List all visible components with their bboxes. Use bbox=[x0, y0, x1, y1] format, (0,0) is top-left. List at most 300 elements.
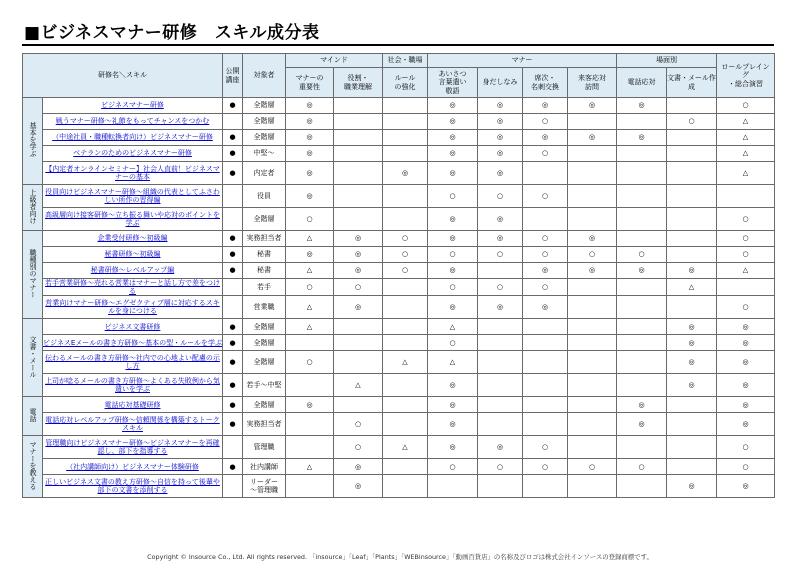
skill-level-mark: ○ bbox=[478, 185, 523, 208]
skill-level-mark: ○ bbox=[334, 279, 383, 296]
skill-level-mark: ◎ bbox=[478, 231, 523, 247]
skill-level-mark bbox=[523, 397, 568, 413]
skill-level-mark bbox=[568, 146, 617, 162]
table-row bbox=[23, 397, 775, 413]
table-row bbox=[23, 436, 775, 459]
table-row bbox=[23, 296, 775, 319]
category-label-text: 文書・メール bbox=[29, 335, 37, 378]
skill-level-mark bbox=[286, 436, 334, 459]
skill-level-mark: ◎ bbox=[568, 231, 617, 247]
course-link[interactable] bbox=[43, 397, 223, 413]
skill-level-mark: ◎ bbox=[667, 475, 717, 498]
skill-level-mark: ◎ bbox=[428, 231, 478, 247]
skill-level-mark bbox=[617, 296, 667, 319]
skill-level-mark bbox=[428, 475, 478, 498]
table-row bbox=[23, 114, 775, 130]
skill-level-mark: ◎ bbox=[334, 296, 383, 319]
header-manner-sub: あいさつ 言葉遣い 敬語 bbox=[428, 68, 478, 98]
skill-level-mark: ○ bbox=[523, 146, 568, 162]
public-course-marker: ● bbox=[223, 351, 243, 374]
skill-level-mark bbox=[617, 319, 667, 335]
skill-level-mark bbox=[667, 208, 717, 231]
skill-level-mark: ◎ bbox=[383, 162, 428, 185]
skill-level-mark bbox=[478, 263, 523, 279]
skill-level-mark bbox=[286, 335, 334, 351]
skill-level-mark bbox=[617, 335, 667, 351]
skill-level-mark: ○ bbox=[428, 247, 478, 263]
course-link[interactable] bbox=[43, 475, 223, 498]
target-audience: 秘書 bbox=[243, 247, 286, 263]
skill-level-mark: ◎ bbox=[478, 436, 523, 459]
header-manner-sub: 来客応対 訪問 bbox=[568, 68, 617, 98]
course-link-text[interactable]: 電話応対レベルアップ研修～信頼関係を構築するトークスキル bbox=[45, 416, 220, 433]
category-label bbox=[23, 436, 43, 498]
table-row bbox=[23, 146, 775, 162]
target-audience: 社内講師 bbox=[243, 459, 286, 475]
skill-level-mark bbox=[568, 374, 617, 397]
category-label-text: 基本を学ぶ bbox=[29, 122, 37, 158]
table-row bbox=[23, 351, 775, 374]
skill-matrix-table bbox=[22, 53, 775, 498]
skill-level-mark: ○ bbox=[523, 231, 568, 247]
skill-level-mark: ◎ bbox=[286, 397, 334, 413]
skill-level-mark: ○ bbox=[617, 247, 667, 263]
target-audience: 実務担当者 bbox=[243, 413, 286, 436]
course-link-text[interactable]: （社内講師向け）ビジネスマナー体験研修 bbox=[66, 462, 199, 471]
skill-level-mark: ◎ bbox=[667, 335, 717, 351]
skill-level-mark: ◎ bbox=[568, 98, 617, 114]
skill-level-mark bbox=[334, 162, 383, 185]
skill-level-mark: ○ bbox=[286, 208, 334, 231]
skill-level-mark bbox=[383, 296, 428, 319]
skill-level-mark bbox=[568, 351, 617, 374]
skill-level-mark bbox=[568, 397, 617, 413]
course-link-text[interactable]: 上司が唸るメールの書き方研修～よくある失敗例から気遣いを学ぶ bbox=[45, 377, 220, 394]
course-link-text[interactable]: 高級層向け接客研修～立ち振る舞いや応対のポイントを学ぶ bbox=[45, 210, 220, 227]
skill-level-mark bbox=[334, 146, 383, 162]
public-course-marker: ● bbox=[223, 146, 243, 162]
header-group-mind: マインド bbox=[286, 54, 383, 68]
skill-level-mark: ○ bbox=[717, 231, 775, 247]
skill-level-mark: △ bbox=[286, 231, 334, 247]
skill-level-mark: △ bbox=[717, 162, 775, 185]
target-audience: 全階層 bbox=[243, 335, 286, 351]
course-link-text[interactable]: ビジネスマナー研修 bbox=[101, 101, 164, 110]
skill-level-mark bbox=[334, 130, 383, 146]
skill-level-mark: ◎ bbox=[428, 114, 478, 130]
course-link-text[interactable]: 役員向けビジネスマナー研修～組織の代表としてふさわしい所作の習得編 bbox=[45, 187, 220, 204]
skill-level-mark bbox=[617, 146, 667, 162]
skill-level-mark: ◎ bbox=[428, 98, 478, 114]
skill-level-mark bbox=[383, 475, 428, 498]
skill-level-mark bbox=[523, 374, 568, 397]
target-audience: 全階層 bbox=[243, 319, 286, 335]
page-title: ■ビジネスマナー研修 スキル成分表 bbox=[24, 23, 320, 43]
skill-level-mark bbox=[667, 296, 717, 319]
skill-level-mark: ◎ bbox=[717, 351, 775, 374]
skill-level-mark bbox=[383, 114, 428, 130]
skill-level-mark: ◎ bbox=[428, 413, 478, 436]
course-link-text[interactable]: 管理職向けビジネスマナー研修～ビジネスマナーを再確認し、部下を指導する bbox=[45, 439, 220, 456]
public-course-marker: ● bbox=[223, 319, 243, 335]
skill-level-mark bbox=[523, 351, 568, 374]
course-link[interactable] bbox=[43, 146, 223, 162]
skill-level-mark bbox=[667, 146, 717, 162]
skill-level-mark bbox=[667, 98, 717, 114]
skill-level-mark bbox=[617, 279, 667, 296]
skill-level-mark bbox=[523, 319, 568, 335]
category-label-text: 職種別のマナー bbox=[29, 249, 37, 299]
course-link-text[interactable]: 企業受付研修～初級編 bbox=[97, 234, 168, 243]
skill-level-mark bbox=[667, 162, 717, 185]
skill-level-mark: ◎ bbox=[478, 208, 523, 231]
skill-level-mark: ◎ bbox=[428, 374, 478, 397]
skill-level-mark: ◎ bbox=[717, 475, 775, 498]
course-link[interactable] bbox=[43, 247, 223, 263]
skill-level-mark bbox=[523, 162, 568, 185]
skill-level-mark: ◎ bbox=[717, 397, 775, 413]
skill-level-mark: ○ bbox=[717, 296, 775, 319]
title-underline bbox=[22, 44, 774, 46]
skill-level-mark bbox=[383, 319, 428, 335]
target-audience: 実務担当者 bbox=[243, 231, 286, 247]
skill-level-mark bbox=[568, 413, 617, 436]
category-label bbox=[23, 98, 43, 185]
header-group-scene: 場面別 bbox=[617, 54, 717, 68]
skill-level-mark bbox=[383, 208, 428, 231]
public-course-marker: ● bbox=[223, 130, 243, 146]
skill-level-mark bbox=[667, 459, 717, 475]
skill-level-mark: ◎ bbox=[617, 397, 667, 413]
course-link[interactable] bbox=[43, 296, 223, 319]
skill-level-mark: ◎ bbox=[428, 208, 478, 231]
skill-level-mark bbox=[383, 130, 428, 146]
skill-level-mark: ○ bbox=[568, 459, 617, 475]
skill-level-mark bbox=[383, 146, 428, 162]
course-link-text[interactable]: 戦うマナー研修～礼節をもってチャンスをつかむ bbox=[55, 117, 210, 126]
skill-level-mark bbox=[334, 397, 383, 413]
skill-level-mark bbox=[383, 413, 428, 436]
skill-level-mark: ◎ bbox=[717, 319, 775, 335]
skill-level-mark: ○ bbox=[383, 247, 428, 263]
skill-level-mark bbox=[617, 114, 667, 130]
skill-level-mark: △ bbox=[717, 146, 775, 162]
skill-level-mark: ◎ bbox=[334, 247, 383, 263]
skill-level-mark: ◎ bbox=[568, 263, 617, 279]
target-audience: 全階層 bbox=[243, 98, 286, 114]
skill-level-mark bbox=[717, 185, 775, 208]
skill-level-mark bbox=[667, 413, 717, 436]
skill-level-mark: ○ bbox=[383, 263, 428, 279]
course-link[interactable] bbox=[43, 279, 223, 296]
skill-level-mark: ○ bbox=[334, 413, 383, 436]
target-audience: リーダー ～管理職 bbox=[243, 475, 286, 498]
course-link[interactable] bbox=[43, 413, 223, 436]
skill-level-mark bbox=[523, 208, 568, 231]
skill-level-mark: ◎ bbox=[428, 130, 478, 146]
public-course-marker bbox=[223, 208, 243, 231]
skill-level-mark bbox=[523, 475, 568, 498]
skill-level-mark: ○ bbox=[717, 436, 775, 459]
table-row bbox=[23, 459, 775, 475]
course-link-text[interactable]: 伝わるメールの書き方研修～社内での心地よい配慮の示し方 bbox=[45, 354, 220, 371]
public-course-marker bbox=[223, 185, 243, 208]
table-row bbox=[23, 413, 775, 436]
skill-level-mark: △ bbox=[428, 319, 478, 335]
skill-level-mark: ◎ bbox=[717, 413, 775, 436]
skill-level-mark: ○ bbox=[428, 185, 478, 208]
course-link[interactable] bbox=[43, 319, 223, 335]
header-manner-sub: 身だしなみ bbox=[478, 68, 523, 98]
skill-level-mark bbox=[568, 475, 617, 498]
skill-level-mark: ○ bbox=[523, 279, 568, 296]
skill-level-mark: △ bbox=[717, 263, 775, 279]
course-link-text[interactable]: 若手営業研修～売れる営業はマナーと話し方で差をつける bbox=[45, 279, 220, 296]
table-row bbox=[23, 185, 775, 208]
category-label-text: 電話 bbox=[29, 408, 37, 423]
table-row bbox=[23, 475, 775, 498]
skill-level-mark: ◎ bbox=[667, 374, 717, 397]
skill-level-mark: ◎ bbox=[478, 98, 523, 114]
public-course-marker: ● bbox=[223, 335, 243, 351]
public-course-marker: ● bbox=[223, 459, 243, 475]
header-public-course: 公開 講座 bbox=[223, 54, 243, 98]
skill-level-mark bbox=[617, 162, 667, 185]
skill-level-mark: ○ bbox=[523, 436, 568, 459]
target-audience: 全階層 bbox=[243, 351, 286, 374]
target-audience: 若手 bbox=[243, 279, 286, 296]
course-link[interactable] bbox=[43, 335, 223, 351]
skill-level-mark: ◎ bbox=[428, 397, 478, 413]
skill-level-mark bbox=[717, 279, 775, 296]
skill-level-mark: ◎ bbox=[428, 296, 478, 319]
skill-level-mark: ○ bbox=[478, 247, 523, 263]
skill-level-mark: ◎ bbox=[334, 263, 383, 279]
category-label-text: マナーを教える bbox=[29, 441, 37, 491]
skill-level-mark: ○ bbox=[428, 279, 478, 296]
public-course-marker: ● bbox=[223, 247, 243, 263]
course-link-text[interactable]: ビジネス文書研修 bbox=[104, 322, 161, 331]
header-scene-sub: 文書・メール作 成 bbox=[667, 68, 717, 98]
course-link-text[interactable]: 【内定者オンラインセミナー】社会人直前！ビジネスマナーの基本 bbox=[45, 164, 220, 181]
skill-level-mark: ◎ bbox=[667, 319, 717, 335]
target-audience: 全階層 bbox=[243, 130, 286, 146]
skill-level-mark: ○ bbox=[617, 459, 667, 475]
skill-level-mark bbox=[617, 185, 667, 208]
header-mind-sub: マナーの 重要性 bbox=[286, 68, 334, 98]
table-row bbox=[23, 98, 775, 114]
course-link-text[interactable]: 秘書研修～初級編 bbox=[104, 250, 161, 259]
skill-level-mark bbox=[667, 231, 717, 247]
skill-level-mark: ◎ bbox=[667, 263, 717, 279]
skill-level-mark: ◎ bbox=[617, 413, 667, 436]
category-label bbox=[23, 319, 43, 397]
skill-level-mark bbox=[667, 130, 717, 146]
skill-level-mark: ◎ bbox=[523, 263, 568, 279]
skill-level-mark bbox=[334, 351, 383, 374]
course-link-text[interactable]: ベテランのためのビジネスマナー研修 bbox=[73, 149, 192, 158]
table-row bbox=[23, 247, 775, 263]
table-row bbox=[23, 231, 775, 247]
skill-level-mark bbox=[617, 374, 667, 397]
copyright-footer: Copyright © Insource Co., Ltd. All rights reserved. 「insource」「Leaf」「Plants」「WEBinsource」「動画百貨店」の名称及びロゴは株式会社インソースの登録商標です。 bbox=[147, 553, 653, 561]
course-link[interactable] bbox=[43, 114, 223, 130]
skill-level-mark: ◎ bbox=[617, 130, 667, 146]
skill-level-mark bbox=[568, 319, 617, 335]
skill-level-mark: △ bbox=[334, 374, 383, 397]
course-link-text[interactable]: 電話応対基礎研修 bbox=[104, 400, 161, 409]
skill-level-mark: ◎ bbox=[334, 231, 383, 247]
skill-level-mark: ○ bbox=[523, 459, 568, 475]
target-audience: 若手～中堅 bbox=[243, 374, 286, 397]
target-audience: 中堅～ bbox=[243, 146, 286, 162]
skill-level-mark: ◎ bbox=[286, 185, 334, 208]
header-roleplay: ロールプレイン グ ・総合演習 bbox=[717, 54, 775, 98]
category-label-text: 上級者向け bbox=[29, 188, 37, 224]
course-link-text[interactable]: ビジネスEメールの書き方研修～基本の型・ルールを学ぶ bbox=[43, 338, 222, 347]
skill-level-mark bbox=[334, 335, 383, 351]
category-label bbox=[23, 231, 43, 319]
table-row bbox=[23, 208, 775, 231]
skill-level-mark: ○ bbox=[286, 279, 334, 296]
skill-level-mark: ◎ bbox=[478, 114, 523, 130]
target-audience: 内定者 bbox=[243, 162, 286, 185]
skill-level-mark bbox=[568, 279, 617, 296]
skill-level-mark bbox=[334, 208, 383, 231]
course-link-text[interactable]: 営業向けマナー研修～エグゼクティブ層に対応するスキルを身につける bbox=[45, 299, 220, 316]
category-label bbox=[23, 185, 43, 231]
course-link[interactable] bbox=[43, 185, 223, 208]
public-course-marker bbox=[223, 114, 243, 130]
public-course-marker: ● bbox=[223, 413, 243, 436]
target-audience: 管理職 bbox=[243, 436, 286, 459]
header-target: 対象者 bbox=[243, 54, 286, 98]
skill-level-mark: ◎ bbox=[523, 98, 568, 114]
skill-level-mark: ○ bbox=[717, 208, 775, 231]
course-link[interactable] bbox=[43, 351, 223, 374]
course-link[interactable] bbox=[43, 436, 223, 459]
skill-level-mark bbox=[383, 279, 428, 296]
skill-level-mark bbox=[478, 413, 523, 436]
skill-level-mark bbox=[568, 162, 617, 185]
public-course-marker bbox=[223, 436, 243, 459]
skill-level-mark: ◎ bbox=[478, 296, 523, 319]
header-social-sub: ルール の強化 bbox=[383, 68, 428, 98]
public-course-marker bbox=[223, 279, 243, 296]
target-audience: 役員 bbox=[243, 185, 286, 208]
skill-level-mark: △ bbox=[383, 436, 428, 459]
skill-level-mark bbox=[383, 397, 428, 413]
skill-level-mark bbox=[523, 335, 568, 351]
skill-level-mark: △ bbox=[717, 114, 775, 130]
skill-level-mark bbox=[568, 296, 617, 319]
skill-level-mark: △ bbox=[383, 351, 428, 374]
skill-level-mark: ◎ bbox=[286, 114, 334, 130]
course-link[interactable] bbox=[43, 459, 223, 475]
course-link[interactable] bbox=[43, 162, 223, 185]
skill-level-mark bbox=[286, 374, 334, 397]
skill-level-mark bbox=[334, 185, 383, 208]
skill-level-mark: △ bbox=[286, 296, 334, 319]
skill-level-mark bbox=[667, 185, 717, 208]
skill-level-mark: ◎ bbox=[667, 351, 717, 374]
category-label bbox=[23, 397, 43, 436]
public-course-marker: ● bbox=[223, 263, 243, 279]
public-course-marker bbox=[223, 475, 243, 498]
skill-level-mark: △ bbox=[286, 263, 334, 279]
skill-level-mark: ◎ bbox=[428, 263, 478, 279]
skill-level-mark: ○ bbox=[717, 247, 775, 263]
skill-level-mark: ○ bbox=[667, 114, 717, 130]
header-mind-sub: 役割・ 職業理解 bbox=[334, 68, 383, 98]
course-link[interactable] bbox=[43, 208, 223, 231]
public-course-marker bbox=[223, 296, 243, 319]
skill-level-mark: ○ bbox=[334, 436, 383, 459]
skill-level-mark: ○ bbox=[428, 335, 478, 351]
skill-level-mark: ○ bbox=[286, 351, 334, 374]
course-link[interactable] bbox=[43, 98, 223, 114]
target-audience: 全階層 bbox=[243, 208, 286, 231]
skill-level-mark: ○ bbox=[717, 459, 775, 475]
course-link[interactable] bbox=[43, 231, 223, 247]
skill-level-mark: △ bbox=[286, 459, 334, 475]
table-row bbox=[23, 374, 775, 397]
course-link-text[interactable]: 正しいビジネス文書の教え方研修～自信を持って後輩や部下の文書を添削する bbox=[45, 478, 220, 495]
target-audience: 全階層 bbox=[243, 114, 286, 130]
skill-level-mark: ◎ bbox=[478, 162, 523, 185]
skill-level-mark bbox=[383, 185, 428, 208]
skill-level-mark: ○ bbox=[478, 279, 523, 296]
skill-level-mark: ○ bbox=[568, 247, 617, 263]
skill-level-mark bbox=[667, 397, 717, 413]
course-link[interactable] bbox=[43, 263, 223, 279]
course-link-text[interactable]: 秘書研修～レベルアップ編 bbox=[90, 266, 175, 275]
skill-level-mark bbox=[286, 475, 334, 498]
table-row bbox=[23, 279, 775, 296]
skill-level-mark bbox=[383, 335, 428, 351]
skill-level-mark: ◎ bbox=[568, 130, 617, 146]
skill-level-mark: ○ bbox=[523, 247, 568, 263]
course-link-text[interactable]: （中途社員・職種転換者向け）ビジネスマナー研修 bbox=[52, 133, 213, 142]
skill-level-mark bbox=[383, 374, 428, 397]
skill-level-mark bbox=[568, 335, 617, 351]
skill-level-mark bbox=[334, 114, 383, 130]
skill-level-mark: ◎ bbox=[286, 98, 334, 114]
skill-level-mark: ◎ bbox=[717, 374, 775, 397]
header-scene-sub: 電話応対 bbox=[617, 68, 667, 98]
skill-level-mark: ◎ bbox=[717, 335, 775, 351]
course-link[interactable] bbox=[43, 130, 223, 146]
skill-level-mark bbox=[667, 436, 717, 459]
target-audience: 全階層 bbox=[243, 397, 286, 413]
skill-level-mark: ◎ bbox=[334, 459, 383, 475]
table-row bbox=[23, 319, 775, 335]
skill-level-mark: ○ bbox=[523, 185, 568, 208]
table-row bbox=[23, 130, 775, 146]
skill-level-mark: ○ bbox=[717, 98, 775, 114]
skill-level-mark bbox=[617, 475, 667, 498]
skill-level-mark bbox=[617, 208, 667, 231]
skill-level-mark bbox=[478, 335, 523, 351]
header-group-social: 社会・職場 bbox=[383, 54, 428, 68]
skill-level-mark: ◎ bbox=[286, 162, 334, 185]
skill-level-mark: ○ bbox=[428, 459, 478, 475]
course-link[interactable] bbox=[43, 374, 223, 397]
skill-level-mark bbox=[478, 351, 523, 374]
skill-level-mark bbox=[568, 185, 617, 208]
skill-level-mark bbox=[617, 351, 667, 374]
skill-level-mark: △ bbox=[667, 279, 717, 296]
